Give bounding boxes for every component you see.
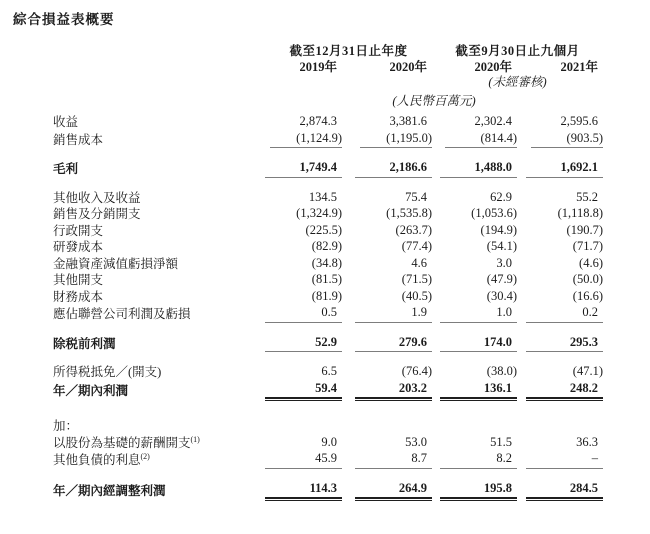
value: 2,595.6 bbox=[560, 114, 598, 128]
value-cell bbox=[432, 289, 517, 306]
value: 203.2 bbox=[355, 381, 432, 400]
value bbox=[270, 429, 342, 430]
value: (4.6) bbox=[579, 255, 603, 270]
spacer-row bbox=[53, 352, 603, 364]
value: (50.0) bbox=[572, 272, 603, 286]
value-cell bbox=[265, 305, 342, 323]
value bbox=[531, 429, 603, 430]
value: 0.5 bbox=[265, 305, 342, 323]
value-cell bbox=[517, 239, 603, 256]
row-label: 其他負債的利息$^{(2)}$ bbox=[53, 451, 150, 467]
value: (1,053.6) bbox=[471, 206, 517, 220]
year-header-2021: 2021年 bbox=[560, 59, 598, 74]
value-cell bbox=[432, 305, 517, 323]
value-cell bbox=[342, 131, 432, 149]
value-cell bbox=[432, 206, 517, 223]
value-cell bbox=[432, 481, 517, 500]
value-cell bbox=[342, 335, 432, 353]
value-cell bbox=[265, 364, 342, 381]
value: 59.4 bbox=[265, 381, 342, 400]
value: 1,488.0 bbox=[440, 160, 517, 178]
value-cell bbox=[342, 114, 432, 131]
value: 1,692.1 bbox=[526, 160, 603, 178]
value-cell bbox=[432, 335, 517, 353]
value-cell bbox=[342, 364, 432, 381]
value-cell bbox=[517, 335, 603, 353]
value-cell bbox=[432, 223, 517, 240]
table-row bbox=[53, 272, 603, 289]
period-group-annual: 截至12月31日止年度 bbox=[289, 44, 408, 58]
value-cell bbox=[432, 364, 517, 381]
row-label: 銷售成本 bbox=[53, 132, 104, 147]
empty-header-cell bbox=[53, 75, 265, 89]
value: (16.6) bbox=[572, 288, 603, 303]
value-cell bbox=[342, 381, 432, 400]
value-cell bbox=[342, 435, 432, 452]
value: 45.9 bbox=[265, 451, 342, 469]
unaudited-note-row bbox=[53, 75, 603, 89]
value: (903.5) bbox=[531, 131, 603, 149]
value: (81.5) bbox=[311, 272, 342, 286]
value-cell bbox=[432, 381, 517, 400]
table-row bbox=[53, 114, 603, 131]
footnote-ref: (1) bbox=[190, 434, 200, 444]
value-cell bbox=[432, 239, 517, 256]
value-cell bbox=[342, 223, 432, 240]
value: (1,195.0) bbox=[360, 131, 432, 149]
value-cell bbox=[517, 190, 603, 207]
value-cell bbox=[517, 305, 603, 323]
value: (47.1) bbox=[572, 364, 603, 378]
value-cell bbox=[265, 335, 342, 353]
value-cell bbox=[342, 239, 432, 256]
value-cell bbox=[517, 206, 603, 223]
value: 62.9 bbox=[490, 189, 512, 204]
row-label: 行政開支 bbox=[53, 223, 104, 238]
empty-header-cell bbox=[53, 44, 265, 60]
spacer-row bbox=[53, 399, 603, 419]
value: 2,186.6 bbox=[355, 160, 432, 178]
value-cell bbox=[342, 190, 432, 207]
value: 174.0 bbox=[440, 335, 517, 353]
value-cell bbox=[432, 451, 517, 469]
value: 9.0 bbox=[321, 434, 337, 449]
value: (54.1) bbox=[486, 239, 517, 253]
table-row bbox=[53, 289, 603, 306]
value-cell bbox=[265, 223, 342, 240]
value: 55.2 bbox=[576, 189, 598, 204]
value-cell bbox=[265, 131, 342, 149]
value-cell bbox=[342, 305, 432, 323]
table-row bbox=[53, 256, 603, 273]
table-row bbox=[53, 381, 603, 400]
spacer-row bbox=[53, 323, 603, 335]
row-label: 所得税抵免／(開支) bbox=[53, 365, 162, 379]
row-label: 毛利 bbox=[53, 162, 79, 176]
value-cell bbox=[265, 239, 342, 256]
value-cell bbox=[432, 190, 517, 207]
value-cell bbox=[517, 131, 603, 149]
table-row bbox=[53, 160, 603, 178]
value: (34.8) bbox=[311, 255, 342, 270]
spacer-row bbox=[53, 178, 603, 190]
value-cell bbox=[432, 131, 517, 149]
value-cell bbox=[342, 289, 432, 306]
value-cell bbox=[265, 451, 342, 469]
value: 0.2 bbox=[526, 305, 603, 323]
value: (1,535.8) bbox=[386, 206, 432, 220]
value-cell bbox=[517, 223, 603, 240]
value: 134.5 bbox=[308, 189, 337, 204]
table-row bbox=[53, 305, 603, 323]
value: 1.9 bbox=[355, 305, 432, 323]
value: (1,324.9) bbox=[296, 206, 342, 220]
value: 53.0 bbox=[405, 434, 427, 449]
value: (38.0) bbox=[486, 364, 517, 378]
value: 136.1 bbox=[440, 381, 517, 400]
value: 52.9 bbox=[265, 335, 342, 353]
value: (47.9) bbox=[486, 272, 517, 286]
value: 51.5 bbox=[490, 434, 512, 449]
period-group-header-row bbox=[53, 44, 603, 60]
value-cell bbox=[517, 451, 603, 469]
year-header-row bbox=[53, 60, 603, 76]
value: 195.8 bbox=[440, 481, 517, 500]
table-row bbox=[53, 419, 603, 435]
table-row bbox=[53, 239, 603, 256]
year-header-2019: 2019年 bbox=[299, 59, 337, 74]
value-cell bbox=[432, 419, 517, 435]
value: (76.4) bbox=[401, 364, 432, 378]
value: 3.0 bbox=[496, 255, 512, 270]
row-label: 研發成本 bbox=[53, 240, 104, 254]
value: (40.5) bbox=[401, 288, 432, 303]
value-cell bbox=[517, 381, 603, 400]
value: (82.9) bbox=[311, 239, 342, 253]
value-cell bbox=[342, 256, 432, 273]
row-label: 年／期內經調整利潤 bbox=[53, 483, 166, 498]
value: 1,749.4 bbox=[265, 160, 342, 178]
table-row bbox=[53, 364, 603, 381]
year-header-2020-annual: 2020年 bbox=[389, 59, 427, 74]
row-label: 銷售及分銷開支 bbox=[53, 207, 141, 221]
value-cell bbox=[517, 435, 603, 452]
value: 2,874.3 bbox=[299, 114, 337, 128]
value-cell bbox=[342, 481, 432, 500]
value bbox=[445, 429, 517, 430]
table-row bbox=[53, 131, 603, 149]
value: 8.2 bbox=[440, 451, 517, 469]
value: 295.3 bbox=[526, 335, 603, 353]
value: (1,118.8) bbox=[557, 206, 603, 220]
value: (71.5) bbox=[401, 272, 432, 286]
value-cell bbox=[342, 160, 432, 178]
income-statement-body bbox=[53, 114, 603, 499]
value-cell bbox=[265, 160, 342, 178]
row-label: 除税前利潤 bbox=[53, 336, 116, 351]
value: 284.5 bbox=[526, 481, 603, 500]
value-cell bbox=[265, 435, 342, 452]
value-cell bbox=[265, 419, 342, 435]
value: (194.9) bbox=[480, 222, 517, 237]
value: (190.7) bbox=[566, 222, 603, 237]
value-cell bbox=[265, 381, 342, 400]
row-label: 以股份為基礎的薪酬開支$^{(1)}$ bbox=[53, 434, 200, 450]
value: 248.2 bbox=[526, 381, 603, 400]
value: 279.6 bbox=[355, 335, 432, 353]
value: 4.6 bbox=[411, 255, 427, 270]
value-cell bbox=[265, 481, 342, 500]
footnote-ref: (2) bbox=[140, 451, 150, 461]
value: (30.4) bbox=[486, 288, 517, 303]
value: 36.3 bbox=[576, 434, 598, 449]
value-cell bbox=[265, 190, 342, 207]
value: 264.9 bbox=[355, 481, 432, 500]
value-cell bbox=[517, 419, 603, 435]
empty-header-cell bbox=[265, 75, 432, 89]
value-cell bbox=[517, 160, 603, 178]
value: (71.7) bbox=[572, 239, 603, 253]
value: (814.4) bbox=[445, 131, 517, 149]
value: (81.9) bbox=[311, 288, 342, 303]
spacer-row bbox=[53, 148, 603, 160]
value-cell bbox=[517, 114, 603, 131]
value: (263.7) bbox=[395, 222, 432, 237]
table-row bbox=[53, 451, 603, 469]
table-row bbox=[53, 435, 603, 452]
value: 114.3 bbox=[265, 481, 342, 500]
period-group-nine-months: 截至9月30日止九個月 bbox=[455, 44, 580, 58]
value: (1,124.9) bbox=[270, 131, 342, 149]
table-row bbox=[53, 206, 603, 223]
table-row bbox=[53, 335, 603, 353]
currency-unit-note: (人民幣百萬元) bbox=[392, 94, 476, 108]
value: 3,381.6 bbox=[389, 114, 427, 128]
spacer-row bbox=[53, 469, 603, 481]
value-cell bbox=[432, 272, 517, 289]
row-label: 其他開支 bbox=[53, 273, 104, 287]
value: 8.7 bbox=[355, 451, 432, 469]
value: 75.4 bbox=[405, 189, 427, 204]
value-cell bbox=[342, 451, 432, 469]
income-statement-table bbox=[53, 44, 603, 499]
value: – bbox=[526, 451, 603, 469]
value: 1.0 bbox=[440, 305, 517, 323]
value-cell bbox=[265, 206, 342, 223]
row-label: 應佔聯營公司利潤及虧損 bbox=[53, 307, 191, 321]
value-cell bbox=[342, 419, 432, 435]
value-cell bbox=[432, 160, 517, 178]
value-cell bbox=[432, 256, 517, 273]
table-row bbox=[53, 190, 603, 207]
value-cell bbox=[342, 206, 432, 223]
value-cell bbox=[432, 114, 517, 131]
value-cell bbox=[342, 272, 432, 289]
row-label: 年／期內利潤 bbox=[53, 383, 129, 398]
row-label: 收益 bbox=[53, 115, 79, 129]
row-label: 加： bbox=[53, 419, 79, 433]
empty-header-cell bbox=[53, 60, 265, 76]
value: (77.4) bbox=[401, 239, 432, 253]
value-cell bbox=[265, 114, 342, 131]
value: 6.5 bbox=[321, 364, 337, 378]
value-cell bbox=[432, 435, 517, 452]
row-label: 金融資產減值虧損淨額 bbox=[53, 256, 179, 271]
value-cell bbox=[517, 256, 603, 273]
empty-header-cell bbox=[53, 89, 265, 114]
value-cell bbox=[517, 289, 603, 306]
table-row bbox=[53, 481, 603, 500]
page-title: 綜合損益表概要 bbox=[13, 12, 115, 27]
value-cell bbox=[265, 289, 342, 306]
year-header-2020-interim: 2020年 bbox=[474, 59, 512, 74]
value bbox=[360, 429, 432, 430]
value-cell bbox=[265, 272, 342, 289]
row-label: 財務成本 bbox=[53, 289, 104, 304]
value-cell bbox=[517, 272, 603, 289]
currency-unit-row bbox=[53, 89, 603, 114]
value: (225.5) bbox=[305, 222, 342, 237]
table-row bbox=[53, 223, 603, 240]
unaudited-note: (未經審核) bbox=[488, 75, 547, 89]
value-cell bbox=[517, 481, 603, 500]
row-label: 其他收入及收益 bbox=[53, 190, 141, 205]
value-cell bbox=[517, 364, 603, 381]
value: 2,302.4 bbox=[474, 114, 512, 128]
value-cell bbox=[265, 256, 342, 273]
